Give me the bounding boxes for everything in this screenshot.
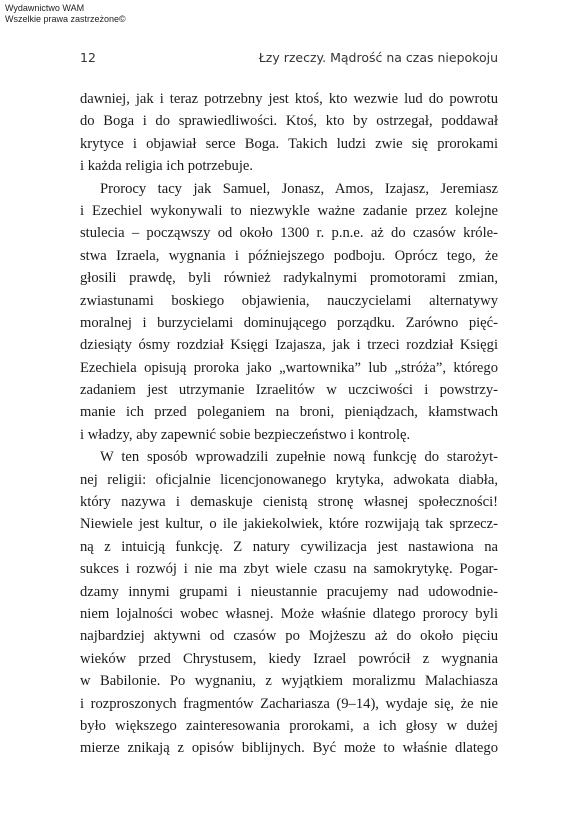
- text-line: wieków przed Chrystusem, kiedy Izrael powrócił z wygnania: [80, 650, 498, 667]
- text-line: mierze znikają z opisów biblijnych. Być może to właśnie dlatego: [80, 740, 498, 757]
- watermark-rights: Wszelkie prawa zastrzeżone©: [5, 14, 126, 24]
- text-line: Prorocy tacy jak Samuel, Jonasz, Amos, Izajasz, Jeremiasz: [100, 180, 498, 197]
- text-line: moralnej i burzycielami dominującego porządku. Zarówno pięć-: [80, 314, 498, 331]
- watermark-publisher: Wydawnictwo WAM: [5, 3, 85, 13]
- paragraph: [80, 178, 498, 447]
- text-line: Niewiele jest kultur, o ile jakiekolwiek, które rozwijają tak sprzecz-: [80, 516, 498, 533]
- text-line: stwa Izraela, wygnania i późniejszego podboju. Oprócz tego, że: [80, 247, 498, 264]
- text-line: i rozproszonych fragmentów Zachariasza (9–14), wydaje się, że nie: [80, 695, 498, 712]
- paragraph: [80, 88, 498, 178]
- text-line: głosili prawdę, byli również radykalnymi promotorami zmian,: [80, 270, 498, 287]
- text-line: sukces i rozwój i nie ma zbyt wiele czasu na samokrytykę. Pogar-: [80, 561, 498, 578]
- body-text: [80, 88, 498, 760]
- text-line: i Ezechiel wykonywali to niezwykle ważne zadanie przez kolejne: [80, 202, 498, 219]
- text-line: niem lojalności wobec własnej. Może właśnie dlatego prorocy byli: [80, 605, 498, 622]
- text-line: i każda religia ich potrzebuje.: [80, 158, 254, 175]
- page-number: 12: [80, 50, 96, 65]
- publisher-watermark: [5, 3, 126, 25]
- text-line: krytyce i objawiał serce Boga. Takich ludzi zwie się prorokami: [80, 135, 498, 152]
- book-title: Łzy rzeczy. Mądrość na czas niepokoju: [258, 50, 498, 65]
- text-line: który nazywa i demaskuje cienistą stronę własnej społeczności!: [80, 494, 498, 511]
- paragraph: [80, 446, 498, 759]
- text-line: ną z intuicją funkcję. Z natury cywilizacja jest nastawiona na: [80, 538, 498, 555]
- text-line: najbardziej aktywni od czasów po Mojżeszu aż do około pięciu: [80, 628, 498, 645]
- text-line: było większego zainteresowania prorokami, a ich głosy w dużej: [80, 717, 498, 734]
- text-line: stulecia – począwszy od około 1300 r. p.n.e. aż do czasów króle-: [80, 225, 498, 242]
- text-line: zadaniem jest utrzymanie Izraelitów w uczciwości i powstrzy-: [80, 382, 498, 399]
- text-line: zwiastunami boskiego objawienia, nauczycielami alternatywy: [80, 292, 498, 309]
- text-line: manie ich przed poleganiem na broni, pieniądzach, kłamstwach: [80, 404, 498, 421]
- text-line: W ten sposób wprowadzili zupełnie nową funkcję do starożyt-: [100, 449, 498, 466]
- text-line: dzamy innymi grupami i nieustannie pracujemy nad udowodnie-: [80, 583, 498, 600]
- text-line: dziesiąty ósmy rozdział Księgi Izajasza, jak i trzeci rozdział Księgi: [80, 337, 498, 354]
- text-line: i władzy, aby zapewnić sobie bezpieczeństwo i kontrolę.: [80, 426, 411, 443]
- text-line: nej religii: oficjalnie licencjonowanego krytyka, adwokata diabła,: [80, 471, 498, 488]
- text-line: dawniej, jak i teraz potrzebny jest ktoś, kto wezwie lud do powrotu: [80, 91, 498, 107]
- text-line: w Babilonie. Po wygnaniu, z wyjątkiem moralizmu Malachiasza: [80, 673, 498, 690]
- text-line: do Boga i do sprawiedliwości. Ktoś, kto by ostrzegał, poddawał: [80, 113, 498, 130]
- text-line: Ezechiela opisują proroka jako „wartownika” lub „stróża”, którego: [80, 359, 498, 376]
